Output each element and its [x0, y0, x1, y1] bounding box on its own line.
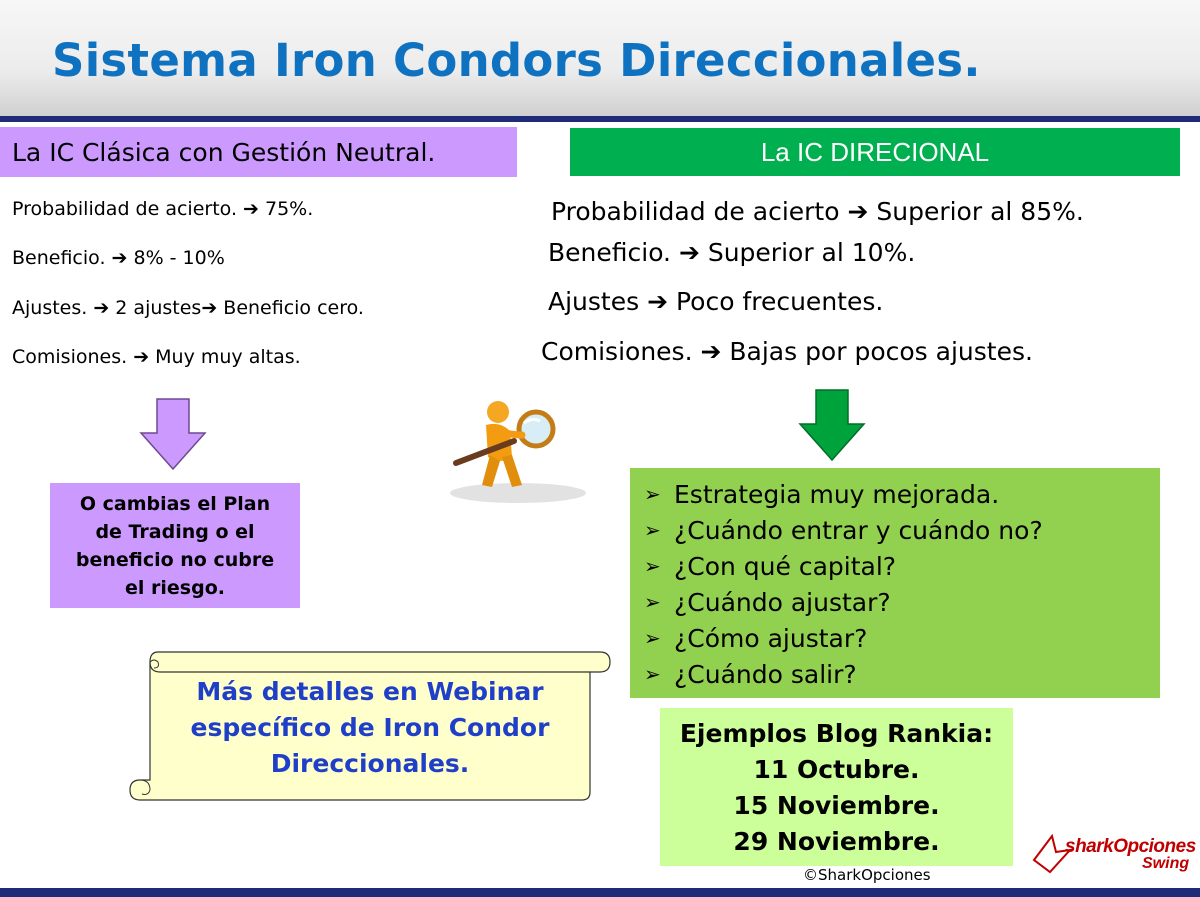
header-rule: [0, 116, 1200, 122]
check-arrow-icon: ➢: [644, 554, 661, 578]
check-arrow-icon: ➢: [644, 626, 661, 650]
blog-examples-box: [660, 708, 1013, 866]
right-line-commissions: Comisiones. ➔ Bajas por pocos ajustes.: [541, 337, 1033, 366]
list-item: ➢ ¿Cómo ajustar?: [644, 623, 868, 653]
logo-subtext: Swing: [1142, 855, 1190, 872]
right-line-probability: Probabilidad de acierto ➔ Superior al 85%.: [551, 197, 1084, 226]
check-arrow-icon: ➢: [644, 590, 661, 614]
check-arrow-icon: ➢: [644, 482, 661, 506]
left-line-commissions: Comisiones. ➔ Muy muy altas.: [12, 346, 301, 368]
slide-title: Sistema Iron Condors Direccionales.: [52, 34, 981, 87]
right-line-benefit: Beneficio. ➔ Superior al 10%.: [548, 238, 916, 267]
left-line-benefit: Beneficio. ➔ 8% - 10%: [12, 247, 225, 269]
example-date: 15 Noviembre.: [733, 791, 940, 820]
left-column-header: La IC Clásica con Gestión Neutral.: [0, 127, 517, 177]
list-item: ➢ ¿Cuándo ajustar?: [644, 587, 891, 617]
copyright: ©SharkOpciones: [803, 866, 931, 884]
strategy-benefits-box: [630, 468, 1160, 698]
plan-warning-box: O cambias el Plan de Trading o el beneficio no cubre el riesgo.: [50, 483, 300, 608]
purple-down-arrow: [139, 397, 207, 471]
examples-heading: Ejemplos Blog Rankia:: [679, 719, 994, 748]
example-date: 11 Octubre.: [753, 755, 920, 784]
logo-text: sharkOpciones: [1065, 836, 1196, 857]
right-column-header: La IC DIRECIONAL: [570, 128, 1180, 176]
webinar-note: Más detalles en Webinar específico de Iron Condor Direccionales.: [190, 677, 550, 778]
list-item: ➢ ¿Cuándo salir?: [644, 659, 857, 689]
left-line-probability: Probabilidad de acierto. ➔ 75%.: [12, 198, 314, 220]
footer-rule: [0, 888, 1200, 897]
list-item: ➢ ¿Con qué capital?: [644, 551, 897, 581]
example-date: 29 Noviembre.: [733, 827, 940, 856]
list-item: ➢ Estrategia muy mejorada.: [644, 479, 1000, 509]
green-down-arrow: [798, 388, 866, 462]
check-arrow-icon: ➢: [644, 518, 661, 542]
right-line-adjustments: Ajustes ➔ Poco frecuentes.: [548, 287, 884, 316]
check-arrow-icon: ➢: [644, 662, 661, 686]
list-item: ➢ ¿Cuándo entrar y cuándo no?: [644, 515, 1043, 545]
left-line-adjustments: Ajustes. ➔ 2 ajustes➔ Beneficio cero.: [12, 297, 364, 319]
magnifier-figure-icon: [440, 395, 590, 505]
